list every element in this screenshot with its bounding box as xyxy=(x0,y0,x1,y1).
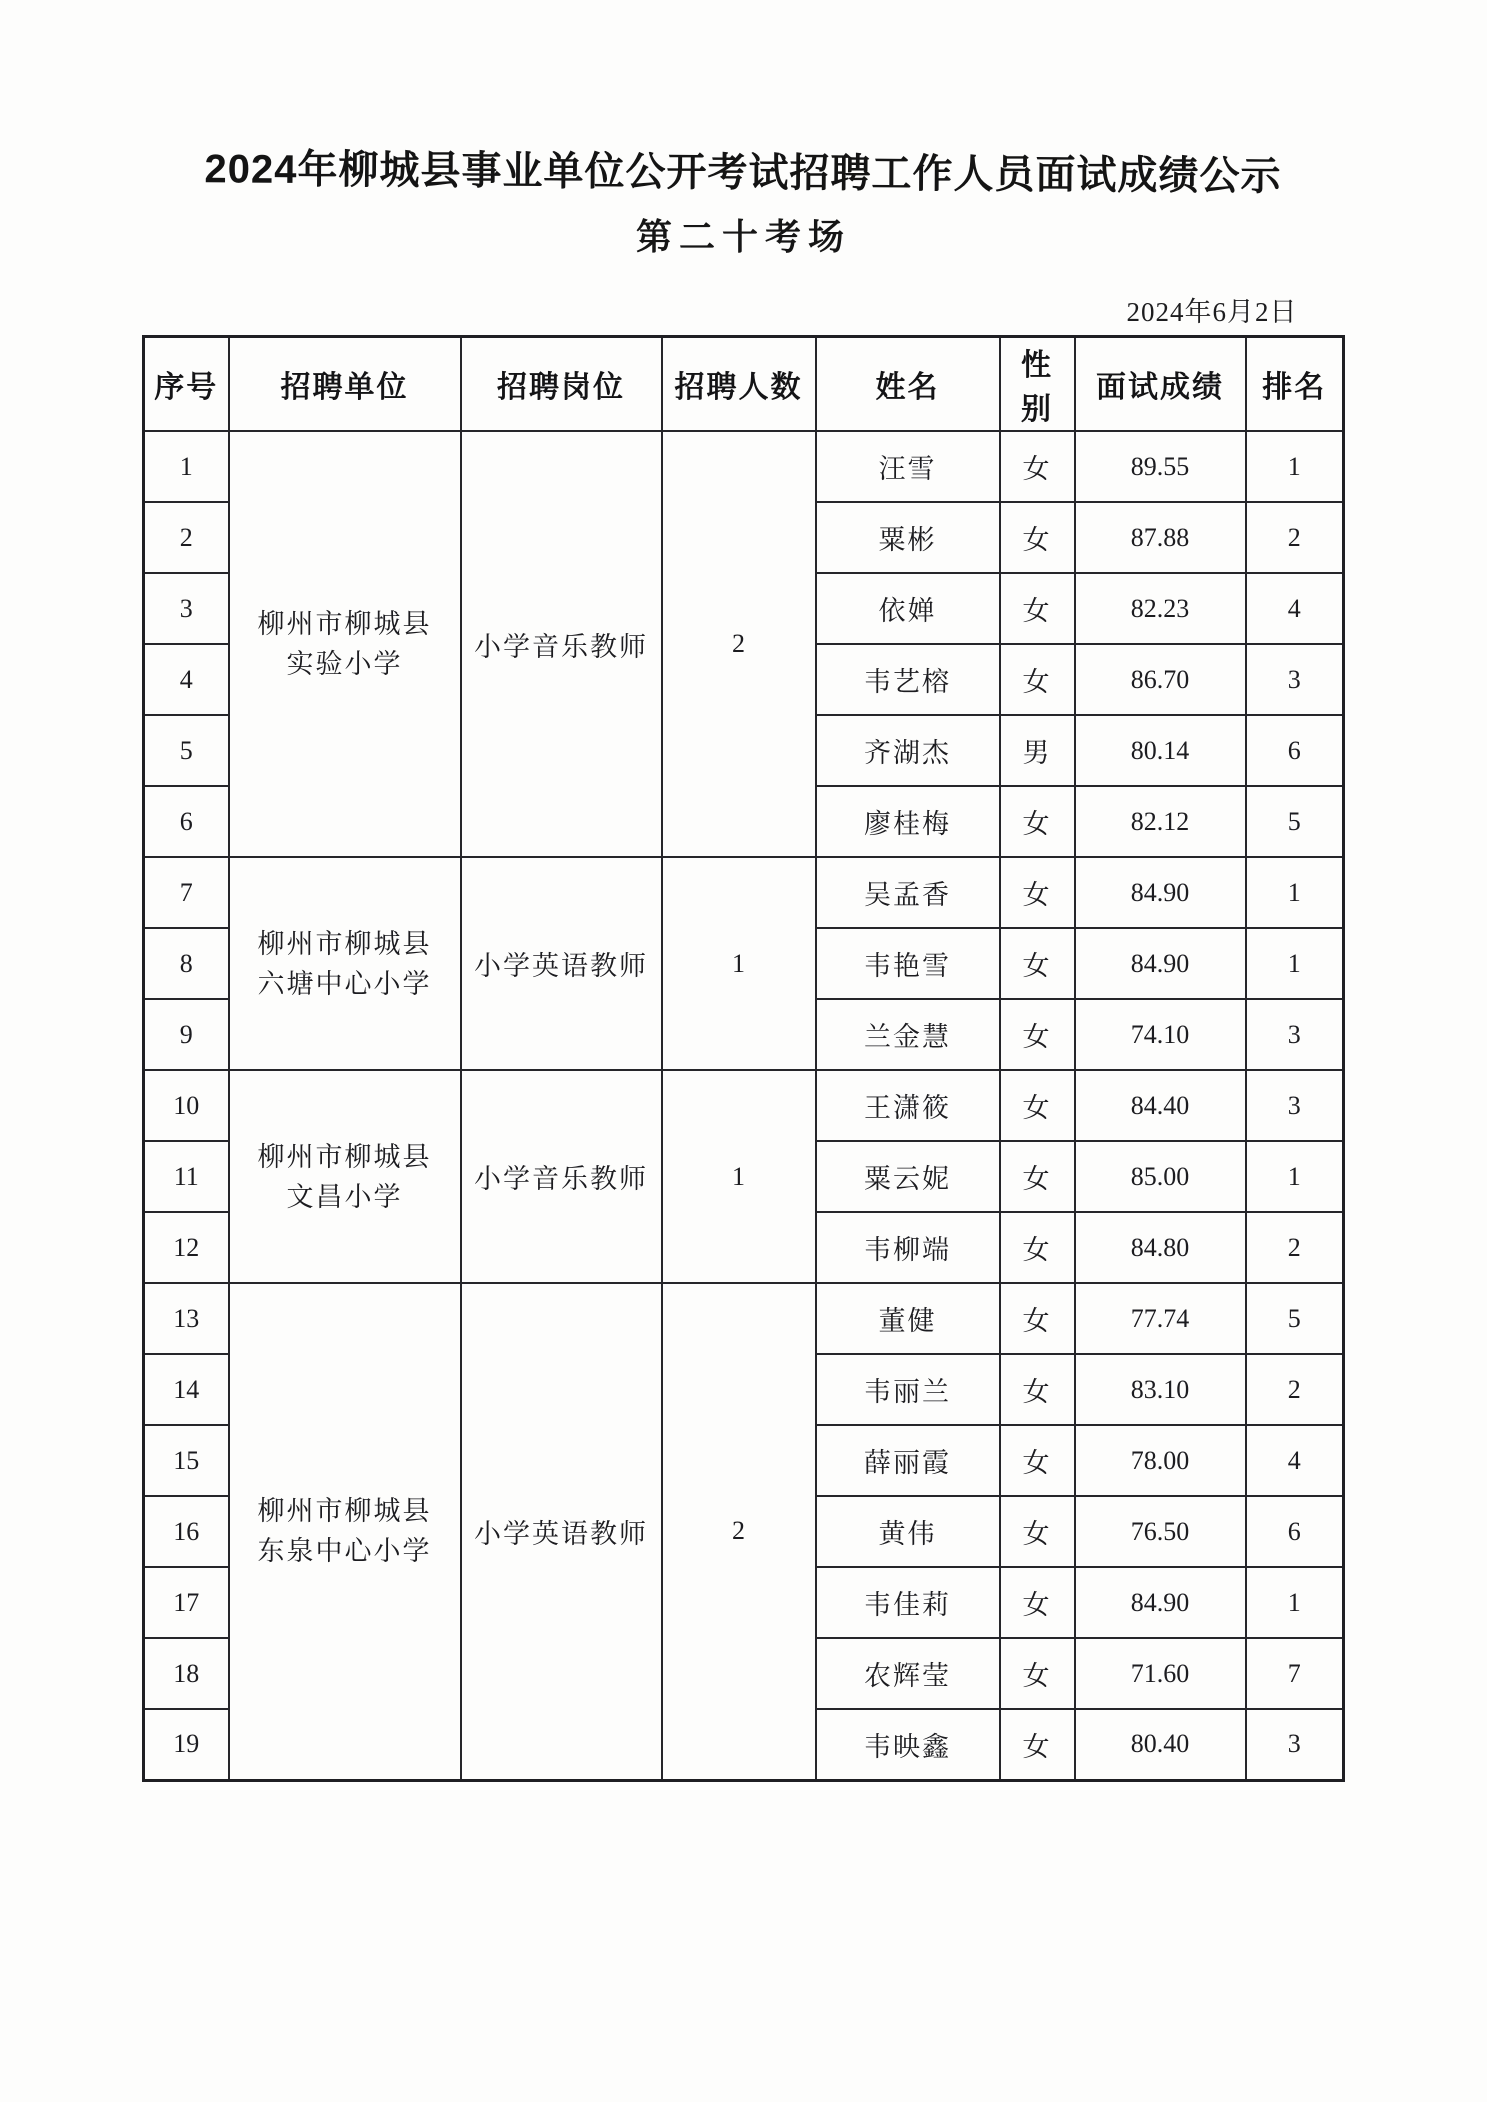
cell-score: 87.88 xyxy=(1075,502,1246,573)
cell-gender: 女 xyxy=(1000,1709,1075,1780)
cell-gender: 女 xyxy=(1000,573,1075,644)
cell-position: 小学英语教师 xyxy=(461,857,662,1070)
cell-name: 汪雪 xyxy=(816,431,1000,502)
cell-name: 兰金慧 xyxy=(816,999,1000,1070)
cell-rank: 1 xyxy=(1246,431,1344,502)
cell-score: 71.60 xyxy=(1075,1638,1246,1709)
cell-name: 韦佳莉 xyxy=(816,1567,1000,1638)
cell-rank: 4 xyxy=(1246,1425,1344,1496)
cell-rank: 5 xyxy=(1246,786,1344,857)
cell-seq: 2 xyxy=(144,502,229,573)
cell-seq: 15 xyxy=(144,1425,229,1496)
cell-rank: 2 xyxy=(1246,1212,1344,1283)
cell-name: 韦映鑫 xyxy=(816,1709,1000,1780)
table-header-row xyxy=(144,337,1344,432)
cell-rank: 3 xyxy=(1246,1709,1344,1780)
cell-gender: 女 xyxy=(1000,431,1075,502)
cell-rank: 1 xyxy=(1246,857,1344,928)
cell-gender: 女 xyxy=(1000,1283,1075,1354)
cell-score: 74.10 xyxy=(1075,999,1246,1070)
column-header-unit: 招聘单位 xyxy=(229,337,461,432)
results-table-body xyxy=(144,431,1344,1780)
cell-score: 84.80 xyxy=(1075,1212,1246,1283)
cell-rank: 2 xyxy=(1246,1354,1344,1425)
cell-unit: 柳州市柳城县文昌小学 xyxy=(229,1070,461,1283)
cell-rank: 6 xyxy=(1246,1496,1344,1567)
cell-name: 齐湖杰 xyxy=(816,715,1000,786)
page-subtitle: 第二十考场 xyxy=(635,216,851,257)
cell-unit: 柳州市柳城县东泉中心小学 xyxy=(229,1283,461,1780)
cell-name: 董健 xyxy=(816,1283,1000,1354)
page-title: 2024年柳城县事业单位公开考试招聘工作人员面试成绩公示 xyxy=(204,147,1282,199)
cell-rank: 2 xyxy=(1246,502,1344,573)
cell-seq: 9 xyxy=(144,999,229,1070)
cell-gender: 女 xyxy=(1000,502,1075,573)
cell-unit: 柳州市柳城县六塘中心小学 xyxy=(229,857,461,1070)
column-header-count: 招聘人数 xyxy=(662,337,816,432)
cell-rank: 5 xyxy=(1246,1283,1344,1354)
cell-seq: 3 xyxy=(144,573,229,644)
cell-seq: 16 xyxy=(144,1496,229,1567)
cell-name: 吴孟香 xyxy=(816,857,1000,928)
cell-gender: 女 xyxy=(1000,644,1075,715)
cell-score: 76.50 xyxy=(1075,1496,1246,1567)
cell-rank: 3 xyxy=(1246,644,1344,715)
column-header-name: 姓名 xyxy=(816,337,1000,432)
cell-score: 83.10 xyxy=(1075,1354,1246,1425)
cell-name: 韦艺榕 xyxy=(816,644,1000,715)
cell-rank: 1 xyxy=(1246,928,1344,999)
interview-results-table xyxy=(142,335,1345,1782)
cell-name: 韦艳雪 xyxy=(816,928,1000,999)
cell-gender: 女 xyxy=(1000,1212,1075,1283)
cell-rank: 1 xyxy=(1246,1141,1344,1212)
publish-date: 2024年6月2日 xyxy=(1126,297,1298,327)
cell-gender: 女 xyxy=(1000,1425,1075,1496)
cell-seq: 10 xyxy=(144,1070,229,1141)
cell-name: 黄伟 xyxy=(816,1496,1000,1567)
cell-count: 2 xyxy=(662,431,816,857)
cell-score: 82.12 xyxy=(1075,786,1246,857)
cell-name: 粟云妮 xyxy=(816,1141,1000,1212)
cell-name: 韦柳端 xyxy=(816,1212,1000,1283)
column-header-rank: 排名 xyxy=(1246,337,1344,432)
cell-unit: 柳州市柳城县实验小学 xyxy=(229,431,461,857)
cell-score: 89.55 xyxy=(1075,431,1246,502)
table-row xyxy=(144,1070,1344,1141)
cell-seq: 11 xyxy=(144,1141,229,1212)
cell-name: 韦丽兰 xyxy=(816,1354,1000,1425)
table-row xyxy=(144,857,1344,928)
cell-name: 薛丽霞 xyxy=(816,1425,1000,1496)
cell-score: 84.90 xyxy=(1075,1567,1246,1638)
cell-seq: 18 xyxy=(144,1638,229,1709)
cell-name: 依婵 xyxy=(816,573,1000,644)
column-header-gender: 性别 xyxy=(1000,337,1075,432)
cell-gender: 女 xyxy=(1000,1070,1075,1141)
cell-name: 王潇筱 xyxy=(816,1070,1000,1141)
cell-score: 86.70 xyxy=(1075,644,1246,715)
cell-name: 农辉莹 xyxy=(816,1638,1000,1709)
cell-rank: 3 xyxy=(1246,999,1344,1070)
cell-position: 小学音乐教师 xyxy=(461,431,662,857)
cell-seq: 12 xyxy=(144,1212,229,1283)
column-header-seq: 序号 xyxy=(144,337,229,432)
cell-rank: 6 xyxy=(1246,715,1344,786)
cell-score: 77.74 xyxy=(1075,1283,1246,1354)
cell-score: 82.23 xyxy=(1075,573,1246,644)
cell-seq: 19 xyxy=(144,1709,229,1780)
cell-gender: 女 xyxy=(1000,786,1075,857)
cell-rank: 3 xyxy=(1246,1070,1344,1141)
cell-gender: 女 xyxy=(1000,1638,1075,1709)
cell-score: 84.40 xyxy=(1075,1070,1246,1141)
cell-seq: 5 xyxy=(144,715,229,786)
cell-seq: 4 xyxy=(144,644,229,715)
cell-seq: 6 xyxy=(144,786,229,857)
table-row xyxy=(144,431,1344,502)
column-header-position: 招聘岗位 xyxy=(461,337,662,432)
cell-seq: 13 xyxy=(144,1283,229,1354)
cell-gender: 女 xyxy=(1000,1496,1075,1567)
cell-score: 80.40 xyxy=(1075,1709,1246,1780)
cell-seq: 14 xyxy=(144,1354,229,1425)
cell-count: 1 xyxy=(662,857,816,1070)
cell-position: 小学英语教师 xyxy=(461,1283,662,1780)
cell-seq: 17 xyxy=(144,1567,229,1638)
cell-seq: 8 xyxy=(144,928,229,999)
cell-count: 2 xyxy=(662,1283,816,1780)
cell-gender: 女 xyxy=(1000,1567,1075,1638)
cell-rank: 1 xyxy=(1246,1567,1344,1638)
cell-score: 80.14 xyxy=(1075,715,1246,786)
cell-gender: 女 xyxy=(1000,928,1075,999)
cell-gender: 女 xyxy=(1000,999,1075,1070)
cell-name: 粟彬 xyxy=(816,502,1000,573)
cell-score: 84.90 xyxy=(1075,857,1246,928)
cell-rank: 7 xyxy=(1246,1638,1344,1709)
cell-score: 78.00 xyxy=(1075,1425,1246,1496)
cell-gender: 女 xyxy=(1000,1141,1075,1212)
table-row xyxy=(144,1283,1344,1354)
cell-position: 小学音乐教师 xyxy=(461,1070,662,1283)
cell-seq: 7 xyxy=(144,857,229,928)
cell-name: 廖桂梅 xyxy=(816,786,1000,857)
cell-count: 1 xyxy=(662,1070,816,1283)
cell-gender: 女 xyxy=(1000,857,1075,928)
cell-gender: 男 xyxy=(1000,715,1075,786)
column-header-score: 面试成绩 xyxy=(1075,337,1246,432)
cell-seq: 1 xyxy=(144,431,229,502)
cell-gender: 女 xyxy=(1000,1354,1075,1425)
cell-rank: 4 xyxy=(1246,573,1344,644)
cell-score: 85.00 xyxy=(1075,1141,1246,1212)
cell-score: 84.90 xyxy=(1075,928,1246,999)
